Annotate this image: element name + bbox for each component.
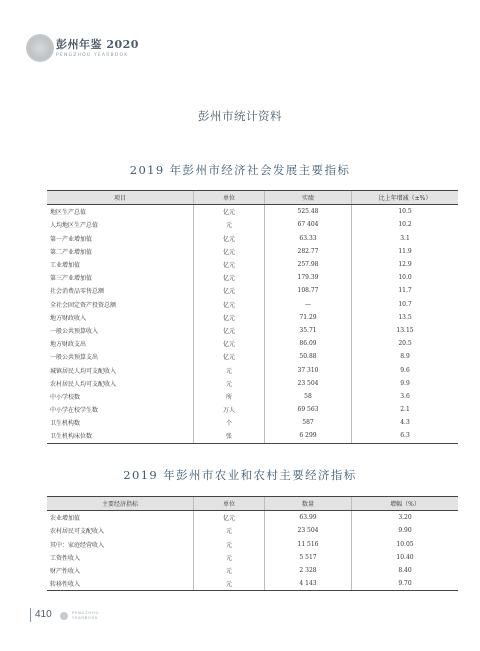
table-header-row: [47, 191, 458, 205]
table-cell: 11.7: [352, 284, 459, 297]
footer-line-2: YEARBOOK: [72, 615, 99, 620]
table-row: [47, 416, 458, 429]
table-cell: —: [265, 298, 352, 311]
table-cell: 一般公共预算收入: [50, 327, 99, 335]
table-cell: 亿元: [194, 205, 265, 219]
table-row: [47, 324, 458, 337]
table1-title: 2019 年彭州市经济社会发展主要指标: [129, 163, 351, 177]
column-header: 单位: [194, 191, 265, 205]
table-cell: 农村居民人均可支配收入: [50, 380, 117, 388]
table-row: [47, 377, 458, 390]
table-cell: 张: [194, 429, 265, 443]
table-cell: 亿元: [194, 232, 265, 245]
page-footer: [30, 608, 160, 624]
table-cell: 37 310: [265, 363, 352, 376]
table-cell: 亿元: [194, 337, 265, 350]
table-row: [47, 337, 458, 350]
column-header: 单位: [194, 497, 265, 511]
table-cell: 108.77: [265, 284, 352, 297]
table-cell: 58: [265, 390, 352, 403]
table-cell: 工资性收入: [50, 554, 81, 562]
table-cell: 525.48: [265, 205, 352, 219]
table-cell: 亿元: [194, 258, 265, 271]
table-cell: 71.29: [265, 311, 352, 324]
table-row: [47, 390, 458, 403]
table-cell: 社会消费品零售总额: [50, 288, 105, 296]
table-row: [47, 245, 458, 258]
column-header: 主要经济指标: [47, 497, 194, 511]
table-cell: 282.77: [265, 245, 352, 258]
table-cell: 其中：家庭经营收入: [50, 541, 105, 549]
table-cell: 63.33: [265, 232, 352, 245]
table-cell: 转移性收入: [47, 577, 194, 591]
table-cell: 人均地区生产总值: [50, 222, 99, 230]
footer-divider: [30, 608, 31, 622]
table-row: [47, 564, 458, 577]
table-cell: 第三产业增加值: [50, 275, 93, 283]
column-header: 数量: [265, 497, 352, 511]
table-cell: 中小学在校学生数: [50, 407, 99, 415]
table-cell: 4 143: [265, 577, 352, 591]
table-cell: 9.90: [352, 524, 459, 537]
table-cell: 卫生机构床位数: [47, 429, 194, 443]
table-cell: 63.99: [265, 511, 352, 525]
table-cell: 亿元: [194, 350, 265, 363]
table-row: [47, 311, 458, 324]
table-cell: 3.20: [352, 511, 459, 525]
table-row: [47, 298, 458, 311]
table-cell: 10.2: [352, 218, 459, 231]
table-cell: 35.71: [265, 324, 352, 337]
table-cell: 地方财政收入: [50, 314, 87, 322]
table-cell: 23 504: [265, 377, 352, 390]
table-cell: 13.15: [352, 324, 459, 337]
footer-yearbook-label: [72, 611, 99, 620]
table-cell: 10.05: [352, 538, 459, 551]
table-cell: 亿元: [194, 245, 265, 258]
table-cell: 50.88: [265, 350, 352, 363]
yearbook-header: [26, 34, 186, 64]
footer-line-1: PENGZHOU: [72, 611, 99, 615]
table-cell: 元: [194, 377, 265, 390]
table-cell: 9.70: [352, 577, 459, 591]
table-cell: 亿元: [194, 324, 265, 337]
table-cell: 一般公共预算支出: [50, 354, 99, 362]
table-cell: 86.09: [265, 337, 352, 350]
table-cell: 地方财政支出: [50, 341, 87, 349]
table-cell: 4.3: [352, 416, 459, 429]
table-cell: 元: [194, 551, 265, 564]
section-title: 彭州市统计资料: [198, 109, 282, 123]
table-row: [47, 524, 458, 537]
table-cell: 257.98: [265, 258, 352, 271]
table-cell: 万人: [194, 403, 265, 416]
table-row: [47, 284, 458, 297]
table-cell: 9.9: [352, 377, 459, 390]
table-cell: 农业增加值: [50, 515, 81, 523]
table-cell: 6 299: [265, 429, 352, 443]
table-row: [47, 363, 458, 376]
table-cell: 23 504: [265, 524, 352, 537]
table-cell: 8.40: [352, 564, 459, 577]
table2-title: 2019 年彭州市农业和农村主要经济指标: [123, 468, 357, 482]
table-row: [47, 218, 458, 231]
table-cell: 8.9: [352, 350, 459, 363]
table-cell: 11 516: [265, 538, 352, 551]
table-cell: 亿元: [194, 311, 265, 324]
column-header: 项目: [47, 191, 194, 205]
table-cell: 元: [194, 524, 265, 537]
table-cell: 2.1: [352, 403, 459, 416]
table-cell: 12.9: [352, 258, 459, 271]
table-cell: 亿元: [194, 284, 265, 297]
table-cell: 全社会固定资产投资总额: [50, 301, 117, 309]
table-cell: 亿元: [194, 298, 265, 311]
table-cell: 10.5: [352, 205, 459, 219]
table-cell: 城镇居民人均可支配收入: [50, 367, 117, 375]
column-header: 比上年增减（±%）: [352, 191, 459, 205]
table-cell: 亿元: [194, 511, 265, 525]
table-cell: 第二产业增加值: [50, 248, 93, 256]
table-row: [47, 511, 458, 525]
table-cell: 农村居民可支配收入: [50, 528, 105, 536]
table-cell: 元: [194, 363, 265, 376]
economic-indicators-table: [47, 190, 458, 444]
table-row: [47, 429, 458, 443]
table-cell: 67 404: [265, 218, 352, 231]
table-cell: 13.5: [352, 311, 459, 324]
table-cell: 财产性收入: [50, 568, 81, 576]
table-row: [47, 271, 458, 284]
table-cell: 2 328: [265, 564, 352, 577]
table-cell: 10.0: [352, 271, 459, 284]
column-header: 实绩: [265, 191, 352, 205]
table-cell: 元: [194, 564, 265, 577]
table-cell: 地区生产总值: [50, 209, 87, 217]
table-row: [47, 205, 458, 219]
footer-emblem-icon: [60, 612, 68, 620]
table-cell: 工业增加值: [50, 262, 81, 270]
table-cell: 卫生机构数: [50, 420, 81, 428]
yearbook-emblem-icon: [26, 34, 54, 62]
page-number: 410: [35, 609, 52, 620]
table-cell: 3.1: [352, 232, 459, 245]
table-cell: 中小学校数: [50, 393, 81, 401]
table-cell: 6.3: [352, 429, 459, 443]
yearbook-subtitle: PENGZHOU YEARBOOK: [56, 53, 129, 58]
table-row: [47, 350, 458, 363]
table-cell: 3.6: [352, 390, 459, 403]
table-cell: 11.9: [352, 245, 459, 258]
table-cell: 9.6: [352, 363, 459, 376]
table-row: [47, 232, 458, 245]
table-cell: 元: [194, 577, 265, 591]
table-cell: 5 517: [265, 551, 352, 564]
table-row: [47, 577, 458, 591]
table-cell: 10.7: [352, 298, 459, 311]
table-cell: 587: [265, 416, 352, 429]
table-cell: 所: [194, 390, 265, 403]
table-header-row: [47, 497, 458, 511]
table-cell: 20.5: [352, 337, 459, 350]
table-cell: 个: [194, 416, 265, 429]
table-cell: 元: [194, 218, 265, 231]
table-cell: 第一产业增加值: [50, 235, 93, 243]
table-cell: 69 563: [265, 403, 352, 416]
column-header: 增幅（%）: [352, 497, 459, 511]
agriculture-indicators-table: [47, 496, 458, 591]
table-row: [47, 538, 458, 551]
table-cell: 10.40: [352, 551, 459, 564]
yearbook-title: 彭州年鉴 2020: [56, 38, 139, 51]
table-cell: 元: [194, 538, 265, 551]
table-row: [47, 258, 458, 271]
table-row: [47, 403, 458, 416]
table-cell: 179.39: [265, 271, 352, 284]
table-cell: 亿元: [194, 271, 265, 284]
table-row: [47, 551, 458, 564]
